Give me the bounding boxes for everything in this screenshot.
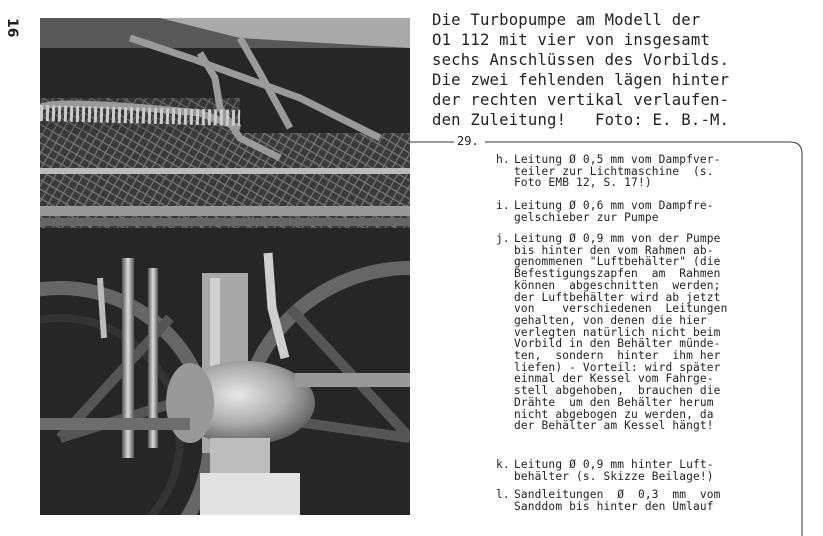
item-text: Leitung Ø 0,6 mm vom Dampfre- gelschieber zur Pumpe (514, 199, 714, 224)
item-key: h. (496, 153, 510, 166)
item-key: j. (496, 232, 510, 245)
item-text: Leitung Ø 0,5 mm vom Dampfver- teiler zur Lichtmaschine (s. Foto EMB 12, S. 17!) (514, 153, 721, 190)
page-number: 16 (4, 18, 20, 38)
item-key: l. (496, 488, 510, 501)
item-text: Sandleitungen Ø 0,3 mm vom Sanddom bis hinter den Umlauf (514, 488, 721, 513)
item-key: k. (496, 458, 510, 471)
item-key: i. (496, 199, 510, 212)
figure-number: 29. (454, 134, 482, 148)
item-text: Leitung Ø 0,9 mm von der Pumpe bis hinter den vom Rahmen ab- genommenen "Luftbehälter" (die Befestigungszapfen am Rahmen können abgeschnitten werden; der Luftbehälter wird ab jetzt von verschiedenen Leitungen gehalten, von denen die hier verlegten natürlich nicht beim Vorbild in den Behälter münde- ten, sondern hinter ihm her liefen) - Vorteil: wird später einmal der Kessel vom Fahrge- stell abgehoben, brauchen die Drähte um den Behälter herum nicht abgebogen zu werden, da der Behälter am Kessel hängt! (514, 232, 728, 433)
photo-caption: Die Turbopumpe am Modell der O1 112 mit vier von insgesamt sechs Anschlüssen des Vorbilds. Die zwei fehlenden lägen hinter der rechten vertikal verlaufen- den Zuleitung! Foto: E. B.-M. (432, 11, 730, 129)
item-text: Leitung Ø 0,9 mm hinter Luft- behälter (s. Skizze Beilage!) (514, 458, 714, 483)
